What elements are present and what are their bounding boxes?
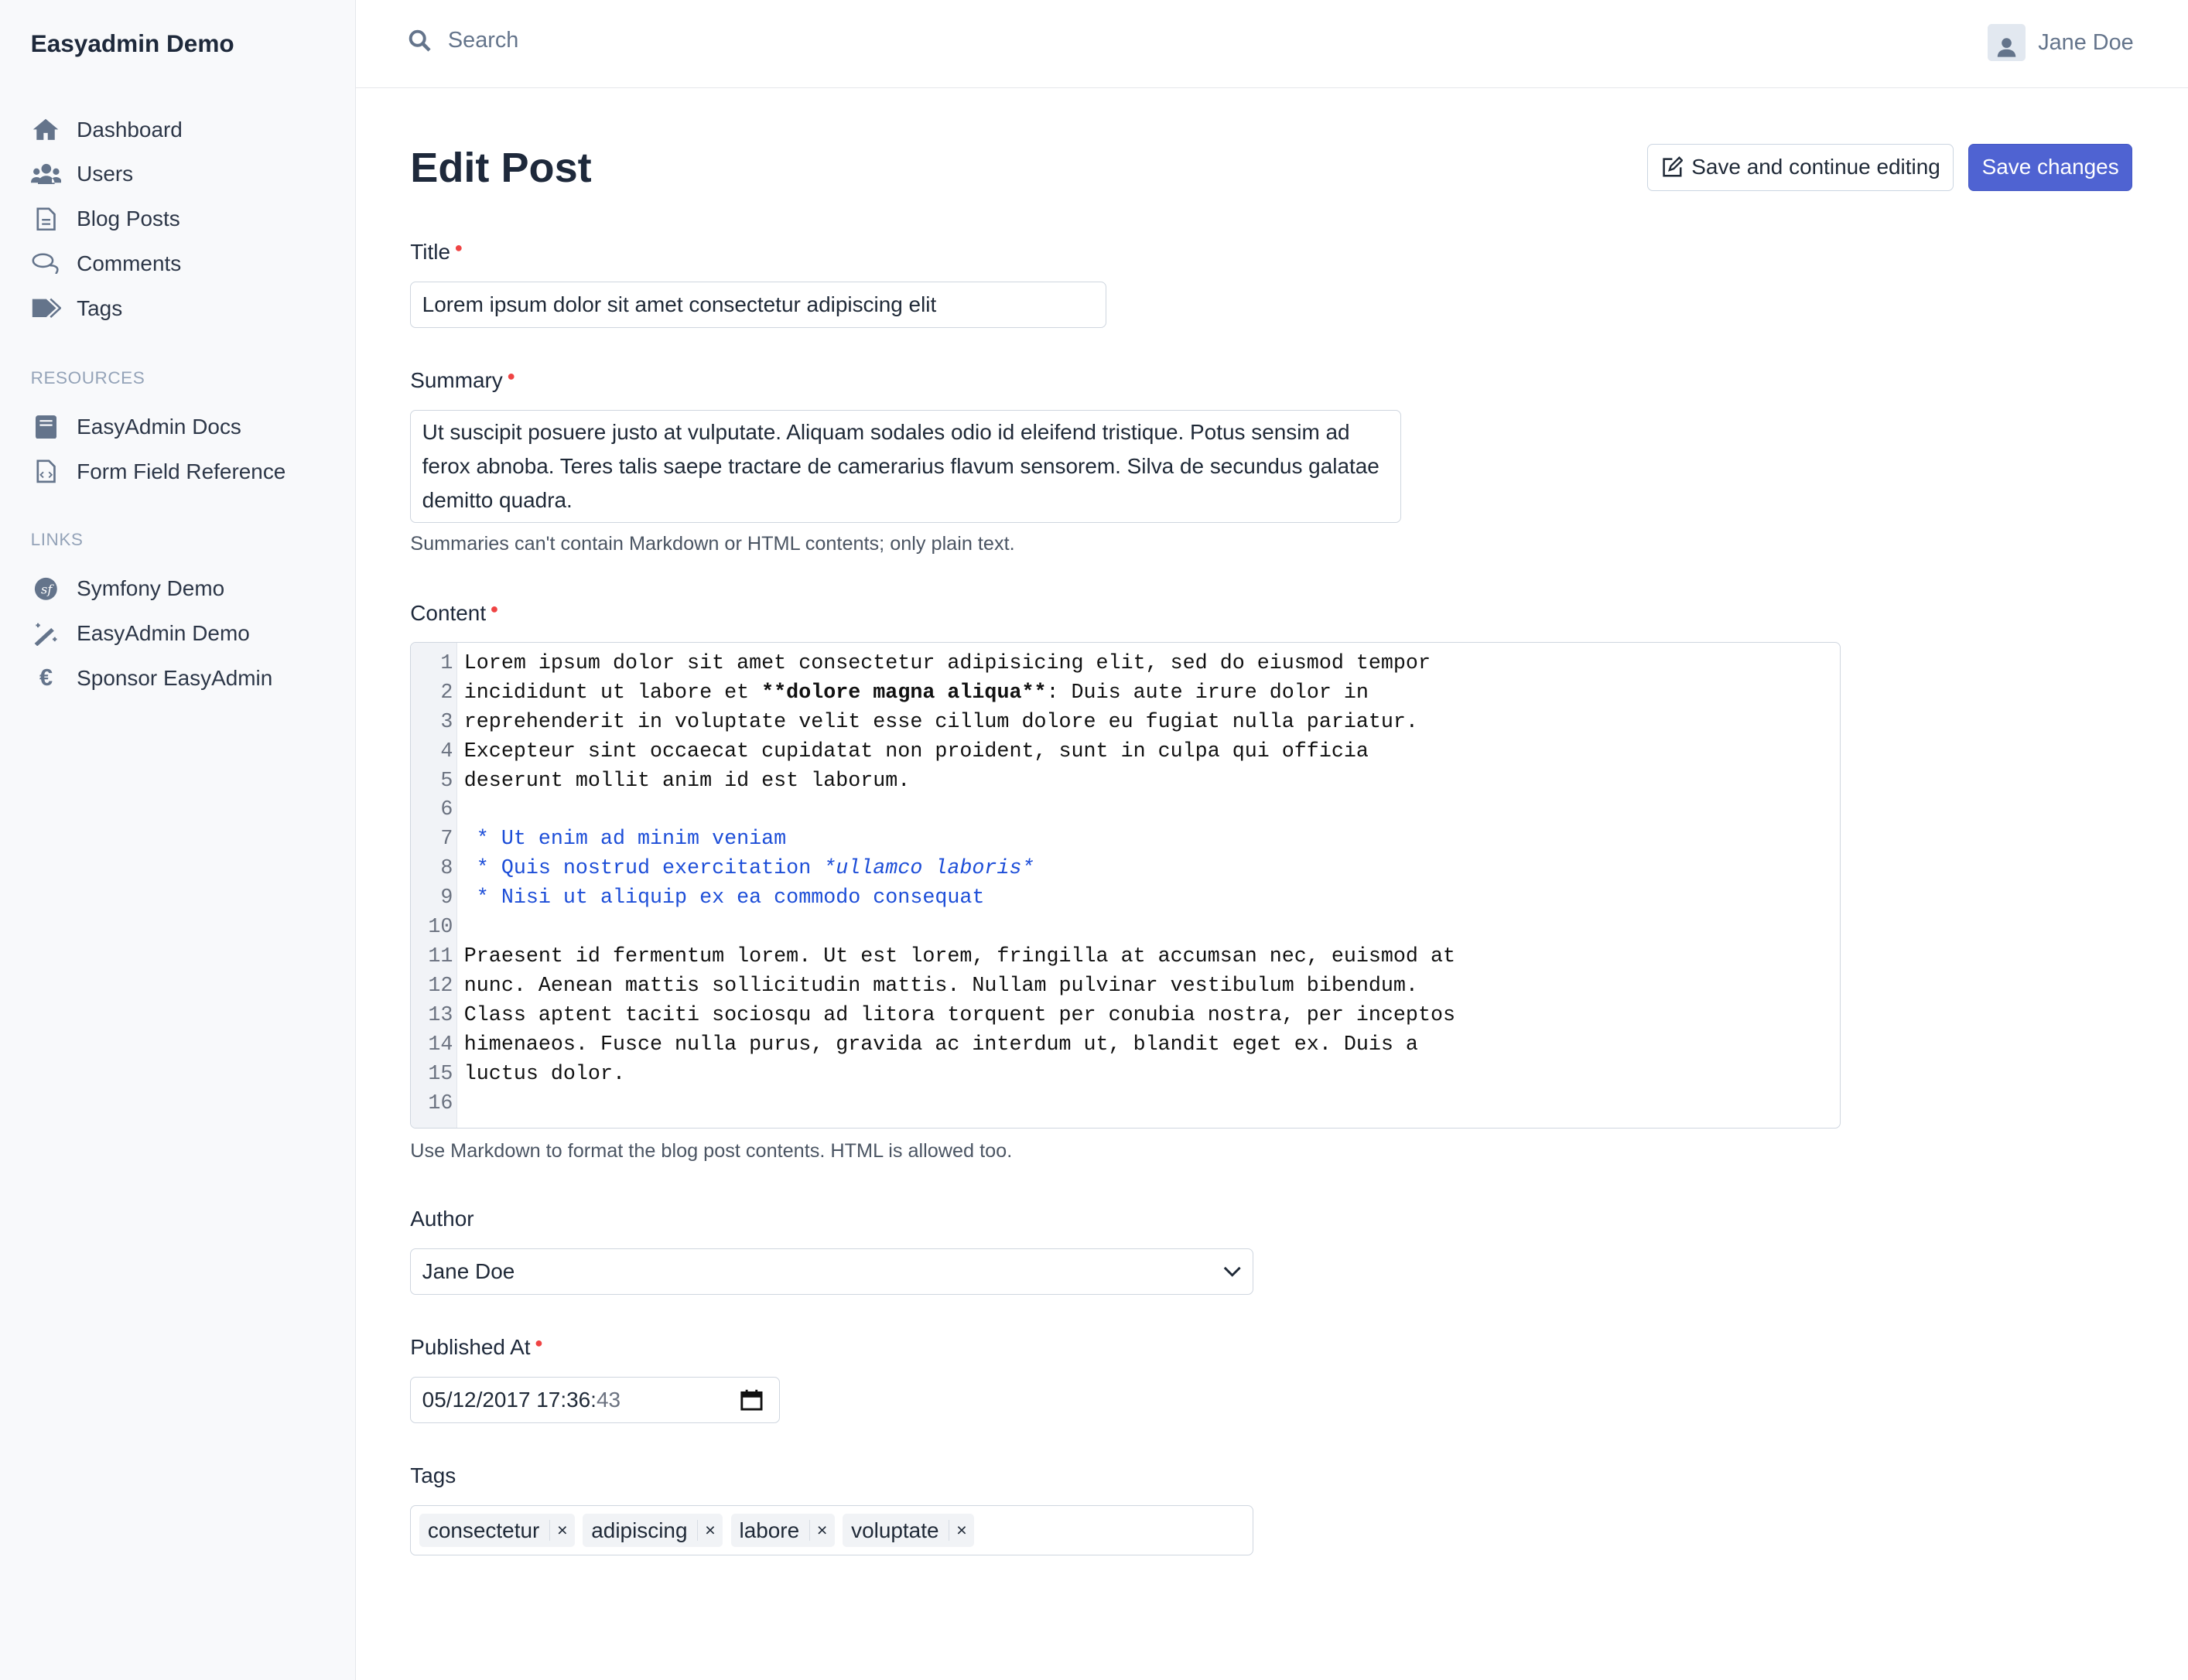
summary-textarea[interactable]: Ut suscipit posuere justo at vulputate. Aliquam sodales odio id eleifend tristique. Potus sensim ad ferox abnoba. Teres talis saepe tractare de camerarius flavum sensorem. Silva de secundus galatae demitto quadra. — [410, 410, 1401, 523]
file-code-icon — [31, 458, 62, 486]
sidebar-item-comments[interactable] — [31, 247, 182, 280]
sidebar-item-label: EasyAdmin Docs — [77, 414, 241, 439]
sidebar-item-users[interactable] — [31, 158, 133, 191]
symfony-icon — [31, 575, 62, 603]
code-text: deserunt mollit anim id est laborum. — [463, 769, 911, 793]
line-number: 3 — [440, 710, 453, 734]
content-label — [410, 601, 498, 626]
code-text: Excepteur sint occaecat cupidatat non proident, sunt in culpa qui officia — [463, 739, 1369, 763]
book-icon — [31, 413, 62, 441]
sidebar-item-label: Symfony Demo — [77, 576, 225, 601]
comments-icon — [31, 250, 62, 278]
line-number: 10 — [428, 916, 453, 940]
author-value: Jane Doe — [422, 1258, 515, 1283]
line-number: 13 — [428, 1004, 453, 1028]
sidebar-item-symfony-demo[interactable] — [31, 572, 224, 605]
users-icon — [31, 160, 62, 188]
tags-icon — [31, 295, 62, 323]
line-number: 9 — [440, 886, 453, 910]
avatar — [1988, 24, 2026, 62]
edit-icon — [1661, 156, 1684, 179]
sidebar-item-label: Sponsor EasyAdmin — [77, 665, 273, 690]
sidebar-item-form-field-reference[interactable] — [31, 455, 286, 488]
sidebar-item-easyadmin-demo[interactable] — [31, 616, 250, 650]
calendar-icon[interactable] — [740, 1388, 763, 1411]
required-marker: ● — [507, 368, 516, 384]
euro-icon: € — [39, 664, 53, 691]
search-icon — [409, 29, 431, 52]
content-help: Use Markdown to format the blog post contents. HTML is allowed too. — [410, 1139, 1013, 1162]
button-label: Save and continue editing — [1691, 155, 1940, 179]
code-text: incididunt ut labore et **dolore magna aliqua**: Duis aute irure dolor in — [463, 681, 1369, 705]
datetime-value: 05/12/2017 17:36: — [422, 1387, 597, 1412]
sidebar-item-label: EasyAdmin Demo — [77, 620, 250, 645]
published-at-input[interactable] — [410, 1377, 780, 1423]
sidebar-item-easyadmin-docs[interactable] — [31, 410, 241, 443]
tag-chip — [419, 1514, 575, 1547]
tag-chip — [843, 1514, 974, 1547]
save-and-continue-button[interactable] — [1647, 144, 1954, 191]
resources-heading: RESOURCES — [30, 368, 145, 388]
code-text: luctus dolor. — [463, 1063, 625, 1087]
user-menu[interactable] — [1988, 24, 2133, 62]
datetime-seconds: 43 — [596, 1387, 621, 1412]
summary-help: Summaries can't contain Markdown or HTML contents; only plain text. — [410, 532, 1015, 555]
sidebar-item-label: Dashboard — [77, 117, 183, 142]
code-text: * Ut enim ad minim veniam — [463, 828, 787, 852]
tag-label: consectetur — [427, 1518, 540, 1542]
author-label: Author — [410, 1207, 474, 1231]
line-number: 7 — [440, 828, 453, 852]
required-marker: ● — [490, 601, 499, 617]
tag-chip — [583, 1514, 722, 1547]
search-placeholder: Search — [447, 28, 519, 53]
code-text: Class aptent taciti sociosqu ad litora torquent per conubia nostra, per inceptos — [463, 1004, 1455, 1028]
sidebar-item-dashboard[interactable] — [31, 113, 183, 146]
label-text: Summary — [410, 368, 503, 393]
code-text: nunc. Aenean mattis sollicitudin mattis. Nullam pulvinar vestibulum bibendum. — [463, 975, 1418, 999]
links-heading: LINKS — [30, 530, 84, 550]
file-icon — [31, 205, 62, 233]
published-at-label — [410, 1335, 543, 1360]
svg-text:sf: sf — [41, 582, 53, 597]
chevron-down-icon — [1223, 1266, 1241, 1277]
line-number: 4 — [440, 739, 453, 763]
topbar — [356, 0, 2188, 88]
required-marker: ● — [534, 1335, 543, 1351]
code-text: * Nisi ut aliquip ex ea commodo consequat — [463, 886, 985, 910]
home-icon — [31, 116, 62, 144]
line-number: 14 — [428, 1033, 453, 1057]
line-number: 8 — [440, 857, 453, 881]
title-input[interactable]: Lorem ipsum dolor sit amet consectetur adipiscing elit — [410, 282, 1106, 328]
sidebar-item-label: Users — [77, 162, 134, 186]
author-select[interactable] — [410, 1248, 1253, 1295]
tags-input[interactable] — [410, 1505, 1253, 1555]
search-input[interactable] — [409, 28, 518, 53]
sidebar-item-label: Comments — [77, 251, 182, 275]
code-text: reprehenderit in voluptate velit esse cillum dolore eu fugiat nulla pariatur. — [463, 710, 1418, 734]
code-text: Praesent id fermentum lorem. Ut est lorem, fringilla at accumsan nec, euismod at — [463, 945, 1455, 969]
required-marker: ● — [454, 240, 463, 256]
save-changes-button[interactable]: Save changes — [1968, 144, 2132, 191]
line-number: 5 — [440, 769, 453, 793]
remove-tag-icon[interactable]: × — [809, 1520, 835, 1541]
sidebar — [0, 0, 356, 1680]
line-number: 16 — [428, 1092, 453, 1116]
tag-label: adipiscing — [591, 1518, 688, 1542]
line-number: 15 — [428, 1063, 453, 1087]
tag-label: voluptate — [851, 1518, 939, 1542]
page-title: Edit Post — [410, 144, 592, 191]
label-text: Title — [410, 240, 450, 265]
user-name: Jane Doe — [2038, 29, 2134, 55]
code-text: himenaeos. Fusce nulla purus, gravida ac interdum ut, blandit eget ex. Duis a — [463, 1033, 1418, 1057]
line-number: 12 — [428, 975, 453, 999]
label-text: Content — [410, 601, 487, 626]
content-editor[interactable] — [410, 642, 1841, 1129]
line-number: 11 — [428, 945, 453, 969]
label-text: Published At — [410, 1335, 531, 1360]
title-label — [410, 240, 463, 265]
remove-tag-icon[interactable]: × — [697, 1520, 723, 1541]
summary-label — [410, 368, 515, 393]
line-number: 1 — [440, 651, 453, 675]
sidebar-item-tags[interactable] — [31, 292, 123, 325]
sidebar-item-label: Form Field Reference — [77, 459, 286, 483]
line-number: 2 — [440, 681, 453, 705]
sidebar-item-sponsor[interactable] — [31, 661, 273, 695]
remove-tag-icon[interactable]: × — [949, 1520, 974, 1541]
line-number: 6 — [440, 798, 453, 822]
brand-title[interactable]: Easyadmin Demo — [30, 29, 234, 57]
code-text: Lorem ipsum dolor sit amet consectetur adipisicing elit, sed do eiusmod tempor — [463, 651, 1431, 675]
tag-label: labore — [739, 1518, 800, 1542]
magic-icon — [31, 620, 62, 647]
tag-chip — [731, 1514, 835, 1547]
sidebar-item-label: Blog Posts — [77, 207, 180, 231]
sidebar-item-label: Tags — [77, 295, 123, 320]
remove-tag-icon[interactable]: × — [549, 1520, 575, 1541]
tags-label: Tags — [410, 1463, 456, 1487]
sidebar-item-blog-posts[interactable] — [31, 203, 180, 236]
code-text: * Quis nostrud exercitation *ullamco laboris* — [463, 857, 1034, 881]
